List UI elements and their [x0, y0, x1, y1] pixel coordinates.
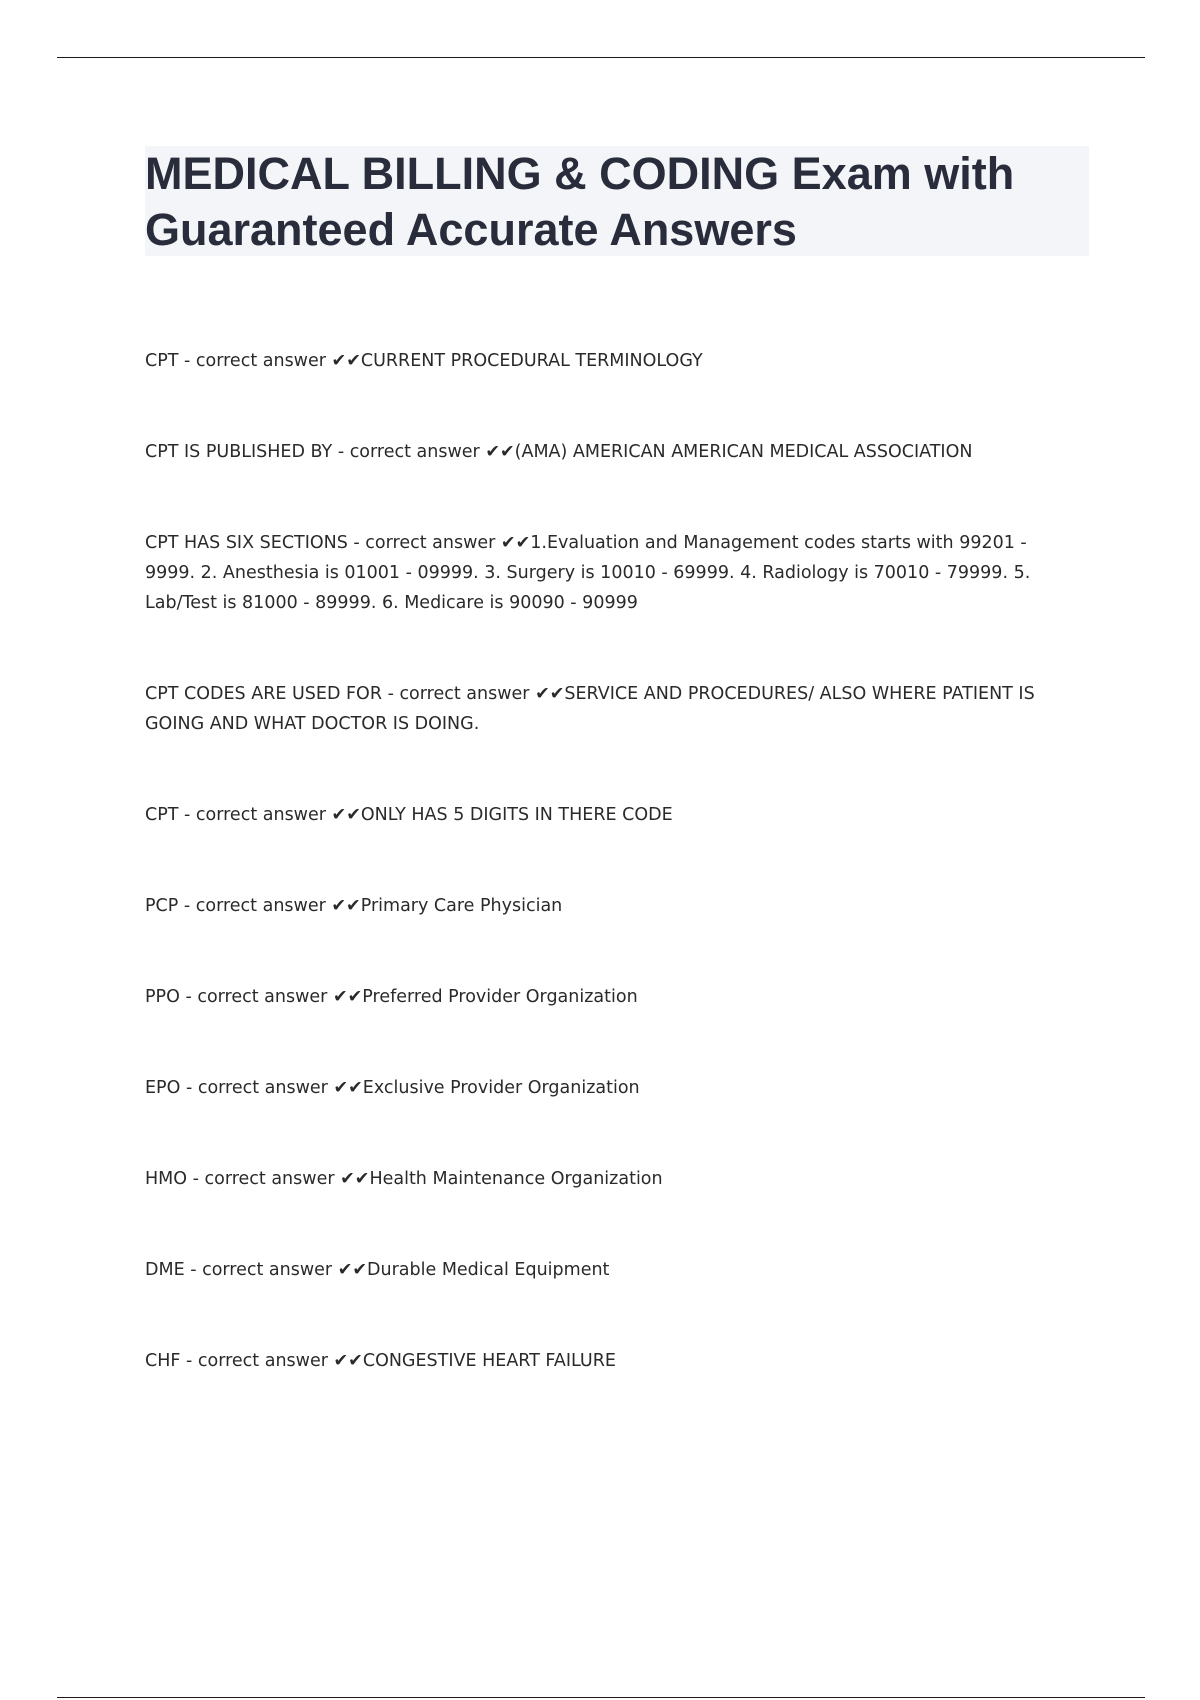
qa-item [145, 346, 1080, 376]
qa-item [145, 1346, 1080, 1376]
qa-separator: - correct answer [347, 533, 501, 553]
check-icon: ✔✔ [500, 533, 531, 553]
qa-answer: Exclusive Provider Organization [362, 1078, 640, 1098]
qa-answer: Preferred Provider Organization [362, 987, 638, 1007]
check-icon: ✔✔ [333, 1078, 363, 1098]
qa-separator: - correct answer [184, 1260, 338, 1280]
qa-item [145, 800, 1080, 830]
qa-separator: - correct answer [178, 896, 332, 916]
bottom-rule [57, 1697, 1145, 1698]
qa-answer: Primary Care Physician [360, 896, 563, 916]
qa-answer: CONGESTIVE HEART FAILURE [362, 1351, 616, 1371]
qa-separator: - correct answer [178, 351, 332, 371]
check-icon: ✔✔ [331, 896, 361, 916]
qa-separator: - correct answer [382, 684, 536, 704]
qa-separator: - correct answer [180, 1078, 334, 1098]
qa-item [145, 1164, 1080, 1194]
qa-term: CPT [145, 805, 179, 825]
check-icon: ✔✔ [331, 351, 361, 371]
qa-answer: (AMA) AMERICAN AMERICAN MEDICAL ASSOCIATION [514, 442, 973, 462]
qa-answer: Health Maintenance Organization [369, 1169, 663, 1189]
qa-item [145, 982, 1080, 1012]
qa-separator: - correct answer [179, 987, 333, 1007]
qa-term: CPT HAS SIX SECTIONS [145, 533, 348, 553]
qa-answer: ONLY HAS 5 DIGITS IN THERE CODE [360, 805, 673, 825]
check-icon: ✔✔ [485, 442, 515, 462]
qa-answer: Durable Medical Equipment [367, 1260, 610, 1280]
qa-term: CPT [145, 351, 179, 371]
qa-term: CPT IS PUBLISHED BY [145, 442, 333, 462]
qa-answer: SERVICE AND PROCEDURES/ ALSO WHERE PATIENT IS GOING AND WHAT DOCTOR IS DOING. [145, 684, 1035, 734]
top-rule [57, 57, 1145, 58]
qa-answer: CURRENT PROCEDURAL TERMINOLOGY [360, 351, 703, 371]
check-icon: ✔✔ [535, 684, 565, 704]
qa-item [145, 1073, 1080, 1103]
qa-item [145, 891, 1080, 921]
qa-separator: - correct answer [178, 805, 332, 825]
qa-term: HMO [145, 1169, 188, 1189]
qa-separator: - correct answer [187, 1169, 341, 1189]
qa-separator: - correct answer [332, 442, 486, 462]
qa-term: CHF [145, 1351, 181, 1371]
check-icon: ✔✔ [333, 1351, 363, 1371]
qa-item [145, 528, 1080, 618]
qa-term: DME [145, 1260, 185, 1280]
check-icon: ✔✔ [337, 1260, 368, 1280]
qa-item [145, 1255, 1080, 1285]
qa-answer: 1.Evaluation and Management codes starts with 99201 - 9999. 2. Anesthesia is 01001 - 09999. 3. Surgery is 10010 - 69999. 4. Radiology is 70010 - 79999. 5. Lab/Test is 81000 - 89999. 6. Medicare is 90090 - 90999 [145, 533, 1031, 613]
qa-item [145, 679, 1080, 739]
qa-item [145, 437, 1080, 467]
qa-term: CPT CODES ARE USED FOR [145, 684, 382, 704]
qa-term: EPO [145, 1078, 181, 1098]
qa-list [145, 346, 1080, 1437]
qa-separator: - correct answer [180, 1351, 334, 1371]
check-icon: ✔✔ [340, 1169, 370, 1189]
check-icon: ✔✔ [331, 805, 361, 825]
title-box [145, 146, 1089, 256]
check-icon: ✔✔ [332, 987, 363, 1007]
qa-term: PPO [145, 987, 180, 1007]
qa-term: PCP [145, 896, 179, 916]
page-title: MEDICAL BILLING & CODING Exam with Guaranteed Accurate Answers [145, 148, 1015, 255]
